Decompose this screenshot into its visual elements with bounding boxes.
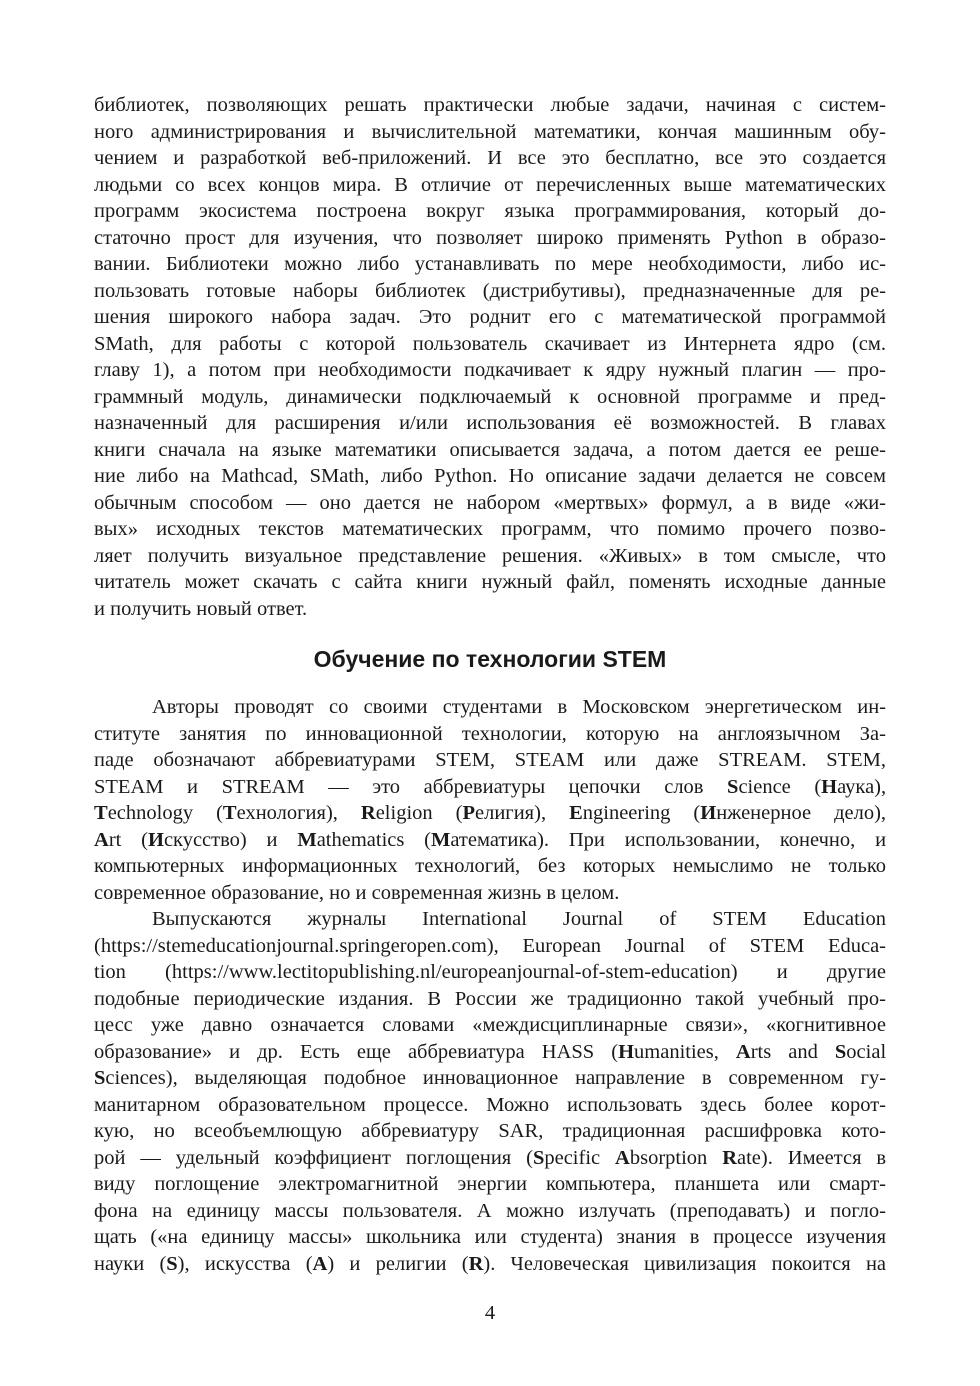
text-line: книги сначала на языке математики описывается задача, а потом дается ее реше-	[94, 438, 886, 461]
text-line: чением и разработкой веб-приложений. И все это бесплатно, все это создается	[94, 147, 886, 169]
text-line: главу 1), а потом при необходимости подкачивает к ядру нужный плагин — про-	[94, 359, 886, 381]
text-line: шения широкого набора задач. Это роднит его с математической программой	[94, 306, 886, 328]
text-line: tion (https://www.lectitopublishing.nl/europeanjournal-of-stem-education) и другие	[94, 961, 886, 983]
text-line: манитарном образовательном процессе. Можно использовать здесь более корот-	[94, 1093, 886, 1116]
text-line: и получить новый ответ.	[94, 597, 308, 620]
text-line: цесс уже давно означается словами «междисциплинарные связи», «когнитивное	[94, 1014, 886, 1036]
text-line: рой — удельный коэффициент поглощения (Specific Absorption Rate). Имеется в	[94, 1146, 887, 1169]
text-line: Technology (Технология), Religion (Религия), Engineering (Инженерное дело),	[94, 802, 887, 824]
text-line: виду поглощение электромагнитной энергии компьютера, планшета или смарт-	[94, 1173, 886, 1195]
text-line: обычным способом — оно дается не набором «мертвых» формул, а в виде «жи-	[94, 491, 886, 514]
text-line: граммный модуль, динамически подключаемый к основной программе и пред-	[94, 385, 886, 408]
text-line: вании. Библиотеки можно либо устанавливать по мере необходимости, либо ис-	[94, 253, 886, 275]
text-line: читатель может скачать с сайта книги нужный файл, поменять исходные данные	[94, 571, 886, 593]
text-line: Авторы проводят со своими студентами в Московском энергетическом ин-	[152, 696, 886, 718]
text-line: (https://stemeducationjournal.springeropen.com), European Journal of STEM Educa-	[94, 934, 886, 957]
text-line: Sciences), выделяющая подобное инновационное направление в современном гу-	[94, 1067, 887, 1089]
text-line: фона на единицу массы пользователя. А можно излучать (преподавать) и погло-	[94, 1199, 886, 1222]
paragraph-intro	[94, 92, 886, 622]
text-line: STEAM и STREAM — это аббревиатуры цепочки слов Science (Наука),	[94, 775, 887, 798]
text-line: людьми со всех концов мира. В отличие от перечисленных выше математических	[94, 173, 886, 196]
text-line: статочно прост для изучения, что позволяет широко применять Python в образо-	[94, 226, 886, 249]
text-line: паде обозначают аббревиатурами STEM, STEAM или даже STREAM. STEM,	[94, 749, 886, 771]
text-line: кую, но всеобъемлющую аббревиатуру SAR, традиционная расшифровка кото-	[94, 1120, 886, 1142]
paragraph-stem	[94, 694, 886, 906]
text-line: науки (S), искусства (A) и религии (R). Человеческая цивилизация покоится на	[94, 1252, 887, 1275]
paragraph-journals	[94, 906, 886, 1277]
text-line: Art (Искусство) и Mathematics (Математика). При использовании, конечно, и	[94, 828, 887, 851]
text-line: щать («на единицу массы» школьника или студента) знания в процессе изучения	[94, 1226, 886, 1248]
text-line: ние либо на Mathcad, SMath, либо Python. Но описание задачи делается не совсем	[94, 465, 886, 487]
text-line: вых» исходных текстов математических программ, что помимо прочего позво-	[94, 518, 886, 540]
text-line: пользовать готовые наборы библиотек (дистрибутивы), предназначенные для ре-	[94, 279, 886, 302]
text-line: ституте занятия по инновационной технологии, которую на англоязычном За-	[94, 722, 886, 745]
text-line: ляет получить визуальное представление решения. «Живых» в том смысле, что	[94, 544, 886, 567]
text-line: программ экосистема построена вокруг языка программирования, который до-	[94, 200, 886, 222]
text-line: современное образование, но и современная жизнь в целом.	[94, 881, 620, 904]
text-line: ного администрирования и вычислительной математики, кончая машинным обу-	[94, 120, 886, 143]
text-line: SMath, для работы с которой пользователь скачивает из Интернета ядро (см.	[94, 332, 886, 355]
text-line: образование» и др. Есть еще аббревиатура HASS (Humanities, Arts and Social	[94, 1040, 887, 1063]
text-line: назначенный для расширения и/или использования её возможностей. В главах	[94, 412, 886, 434]
text-line: Выпускаются журналы International Journal of STEM Education	[152, 908, 886, 930]
page-number: 4	[484, 1302, 496, 1324]
text-line: компьютерных информационных технологий, без которых немыслимо не только	[94, 855, 886, 877]
text-line: подобные периодические издания. В России же традиционно такой учебный про-	[94, 987, 886, 1010]
section-heading: Обучение по технологии STEM	[313, 646, 667, 672]
text-line: библиотек, позволяющих решать практически любые задачи, начиная с систем-	[94, 94, 886, 116]
